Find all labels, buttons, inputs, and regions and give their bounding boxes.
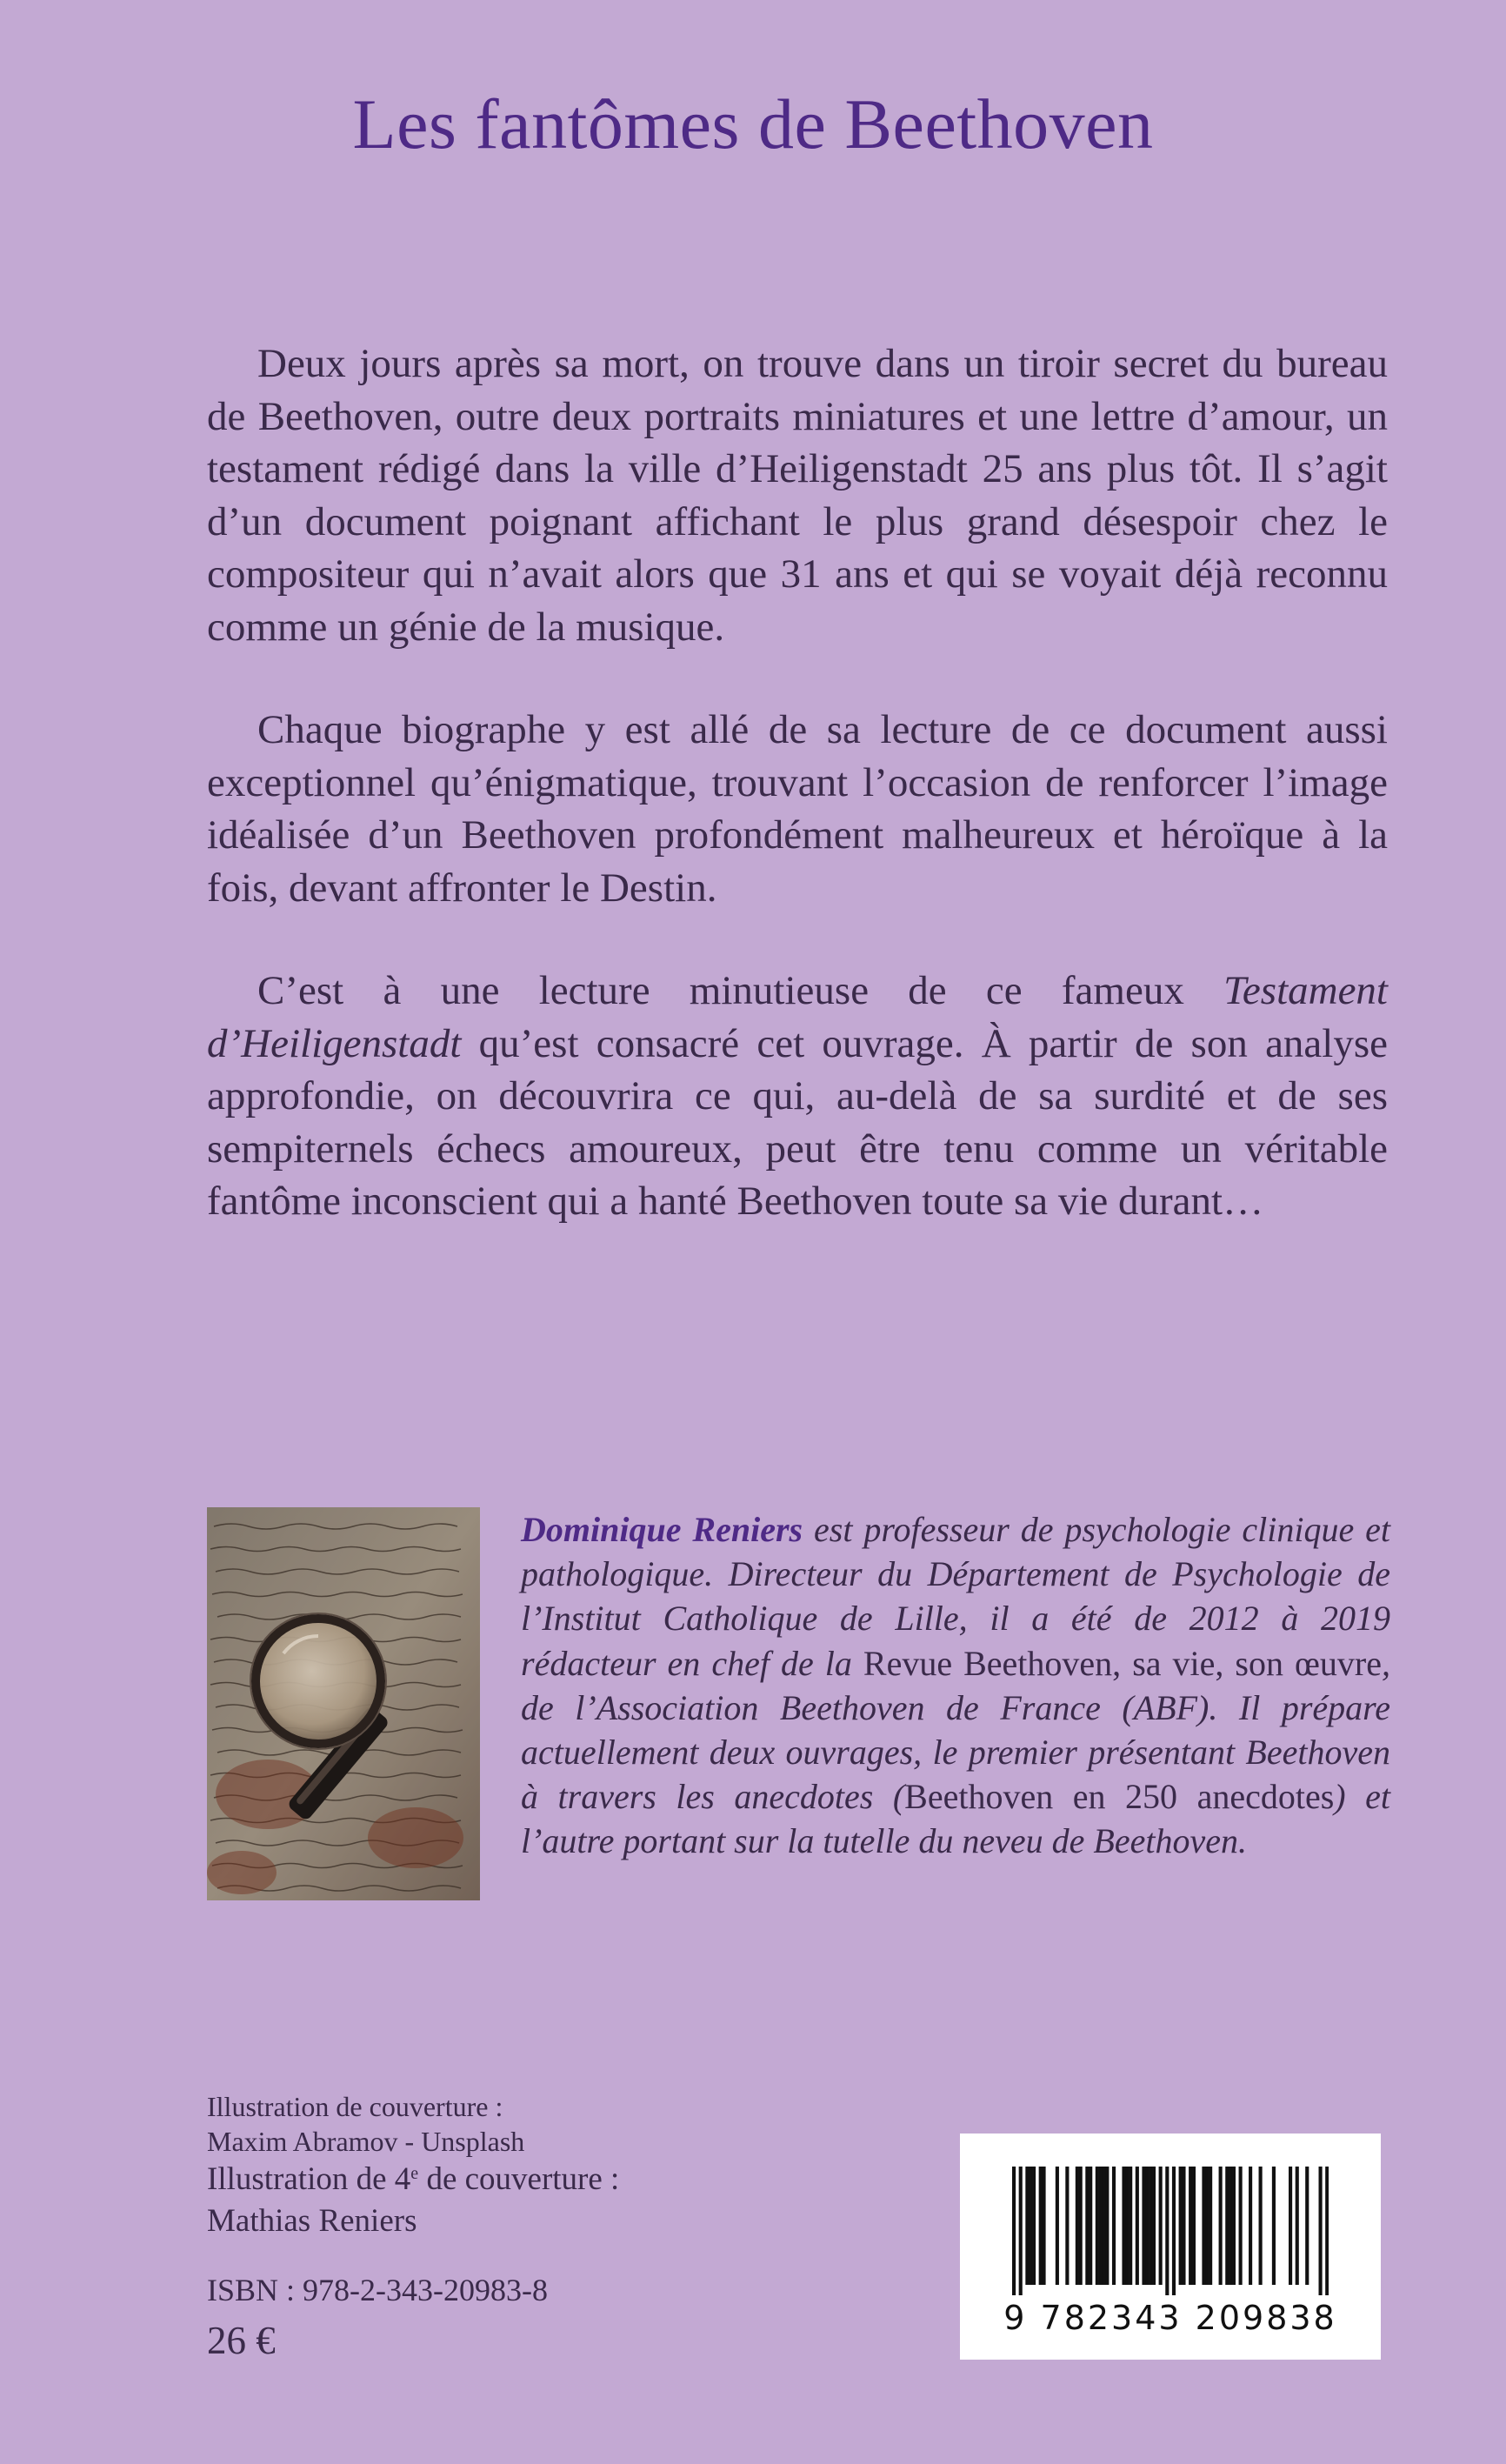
bio-text-2: , de l’Association Beethoven de France (ABF). Il prépare actuellement deux ouvrages, le premier présentant Beethoven à travers les anecdotes ( [521, 1643, 1390, 1817]
barcode-bar [1076, 2167, 1079, 2285]
credit-back-post: de couverture : [418, 2161, 620, 2197]
bio-text-1: est professeur de psychologie clinique et pathologique. Directeur du Département de Psychologie de l’Institut Catholique de Lille, il a été de 2012 à 2019 rédacteur en chef de la [521, 1510, 1391, 1683]
barcode-bar [1085, 2167, 1089, 2285]
blurb-p3-end: qu’est consacré cet ouvrage. À partir de son analyse approfondie, on découvrira ce qui, au-delà de sa surdité et de ses sempiternels échecs amoureux, peut être tenu comme un véritable fantôme inconscient qui a hanté Beethoven toute sa vie durant… [207, 1020, 1388, 1224]
barcode-bar [1096, 2167, 1099, 2285]
barcode-bar [1202, 2167, 1205, 2285]
barcode-bars [1012, 2167, 1329, 2295]
credit-line-back-cover [207, 2159, 816, 2200]
barcode-bar [1039, 2167, 1043, 2285]
barcode-bar [1019, 2167, 1023, 2295]
illustration-credits [207, 2089, 816, 2242]
blurb-paragraph-2: Chaque biographe y est allé de sa lecture de ce document aussi exceptionnel qu’énigmatique, trouvant l’occasion de renforcer l’image idéalisée d’un Beethoven profondément malheureux et héroïque à la fois, devant affronter le Destin. [207, 707, 1388, 911]
revue-title: Revue Beethoven, sa vie, son œuvre [863, 1643, 1382, 1683]
barcode-bar [1079, 2167, 1083, 2285]
barcode-bar [1099, 2167, 1103, 2285]
barcode-bar [1229, 2167, 1232, 2285]
barcode-bar [1112, 2167, 1116, 2285]
barcode-bar [1272, 2167, 1276, 2285]
barcode-bar [1289, 2167, 1292, 2285]
barcode-bar [1105, 2167, 1109, 2285]
barcode-bar [1232, 2167, 1236, 2285]
barcode-bar [1145, 2167, 1149, 2285]
barcode-bar [1102, 2167, 1105, 2285]
barcode-bar [1205, 2167, 1209, 2285]
barcode-bar [1305, 2167, 1309, 2285]
barcode-bar [1012, 2167, 1016, 2295]
author-photo [207, 1507, 480, 1900]
barcode-bar [1065, 2167, 1069, 2285]
magnifying-glass-manuscript-image [207, 1507, 480, 1900]
barcode-bar [1042, 2167, 1045, 2285]
barcode-bar [1056, 2167, 1059, 2285]
barcode-bar [1165, 2167, 1169, 2295]
back-cover-blurb [207, 337, 1388, 1279]
barcode-bar [1152, 2167, 1156, 2285]
credit-line-cover-author: Maxim Abramov - Unsplash [207, 2126, 525, 2157]
barcode-bar [1142, 2167, 1145, 2285]
barcode-bar [1089, 2167, 1092, 2285]
credit-back-sup: e [410, 2164, 419, 2183]
barcode-bar [1129, 2167, 1132, 2285]
credit-line-back-cover-author: Mathias Reniers [207, 2203, 417, 2239]
barcode-bar [1219, 2167, 1223, 2285]
author-biography [521, 1507, 1390, 1864]
author-name: Dominique Reniers [521, 1510, 803, 1549]
barcode-bar [1029, 2167, 1032, 2285]
barcode-bar [1179, 2167, 1183, 2285]
barcode-bar [1325, 2167, 1329, 2295]
credit-back-pre: Illustration de 4 [207, 2161, 411, 2197]
barcode-bar [1125, 2167, 1129, 2285]
blurb-paragraph-1: Deux jours après sa mort, on trouve dans un tiroir secret du bureau de Beethoven, outre deux portraits miniatures et une lettre d’amour, un testament rédigé dans la ville d’Heiligenstadt 25 ans plus tôt. Il s’agit d’un document poignant affichant le plus grand désespoir chez le compositeur qui n’avait alors que 31 ans et qui se voyait déjà reconnu comme un génie de la musique. [207, 341, 1388, 650]
bio-text-3: ) et l’autre portant sur la tutelle du neveu de Beethoven. [521, 1777, 1390, 1861]
blurb-paragraph-3 [207, 965, 1388, 1228]
isbn: ISBN : 978-2-343-20983-8 [207, 2273, 548, 2307]
anecdotes-title: Beethoven en 250 anecdotes [904, 1777, 1335, 1817]
barcode-bar [1159, 2167, 1163, 2285]
barcode-bar [1225, 2167, 1229, 2285]
barcode-bar [1025, 2167, 1029, 2285]
barcode-bar [1239, 2167, 1243, 2285]
price: 26 € [207, 2319, 276, 2362]
barcode-bar [1192, 2167, 1196, 2285]
barcode-bar [1032, 2167, 1036, 2285]
barcode-bar [1249, 2167, 1252, 2285]
book-title: Les fantômes de Beethoven [352, 84, 1154, 164]
barcode-bar [1259, 2167, 1263, 2285]
barcode-bar [1122, 2167, 1125, 2285]
barcode [960, 2133, 1381, 2360]
barcode-digits: 9 782343 209838 [1003, 2299, 1337, 2337]
barcode-bar [1189, 2167, 1192, 2285]
barcode-bar [1172, 2167, 1176, 2295]
blurb-p3-start: C’est à une lecture minutieuse de ce fameux [257, 968, 1224, 1013]
credit-line-cover: Illustration de couverture : [207, 2091, 503, 2122]
barcode-bar [1319, 2167, 1323, 2295]
barcode-bar [1296, 2167, 1299, 2285]
barcode-bar [1149, 2167, 1152, 2285]
testament-title: Testament d’Heiligenstadt [207, 968, 1388, 1066]
barcode-bar [1209, 2167, 1212, 2285]
barcode-bar [1136, 2167, 1139, 2285]
barcode-bar [1182, 2167, 1185, 2285]
